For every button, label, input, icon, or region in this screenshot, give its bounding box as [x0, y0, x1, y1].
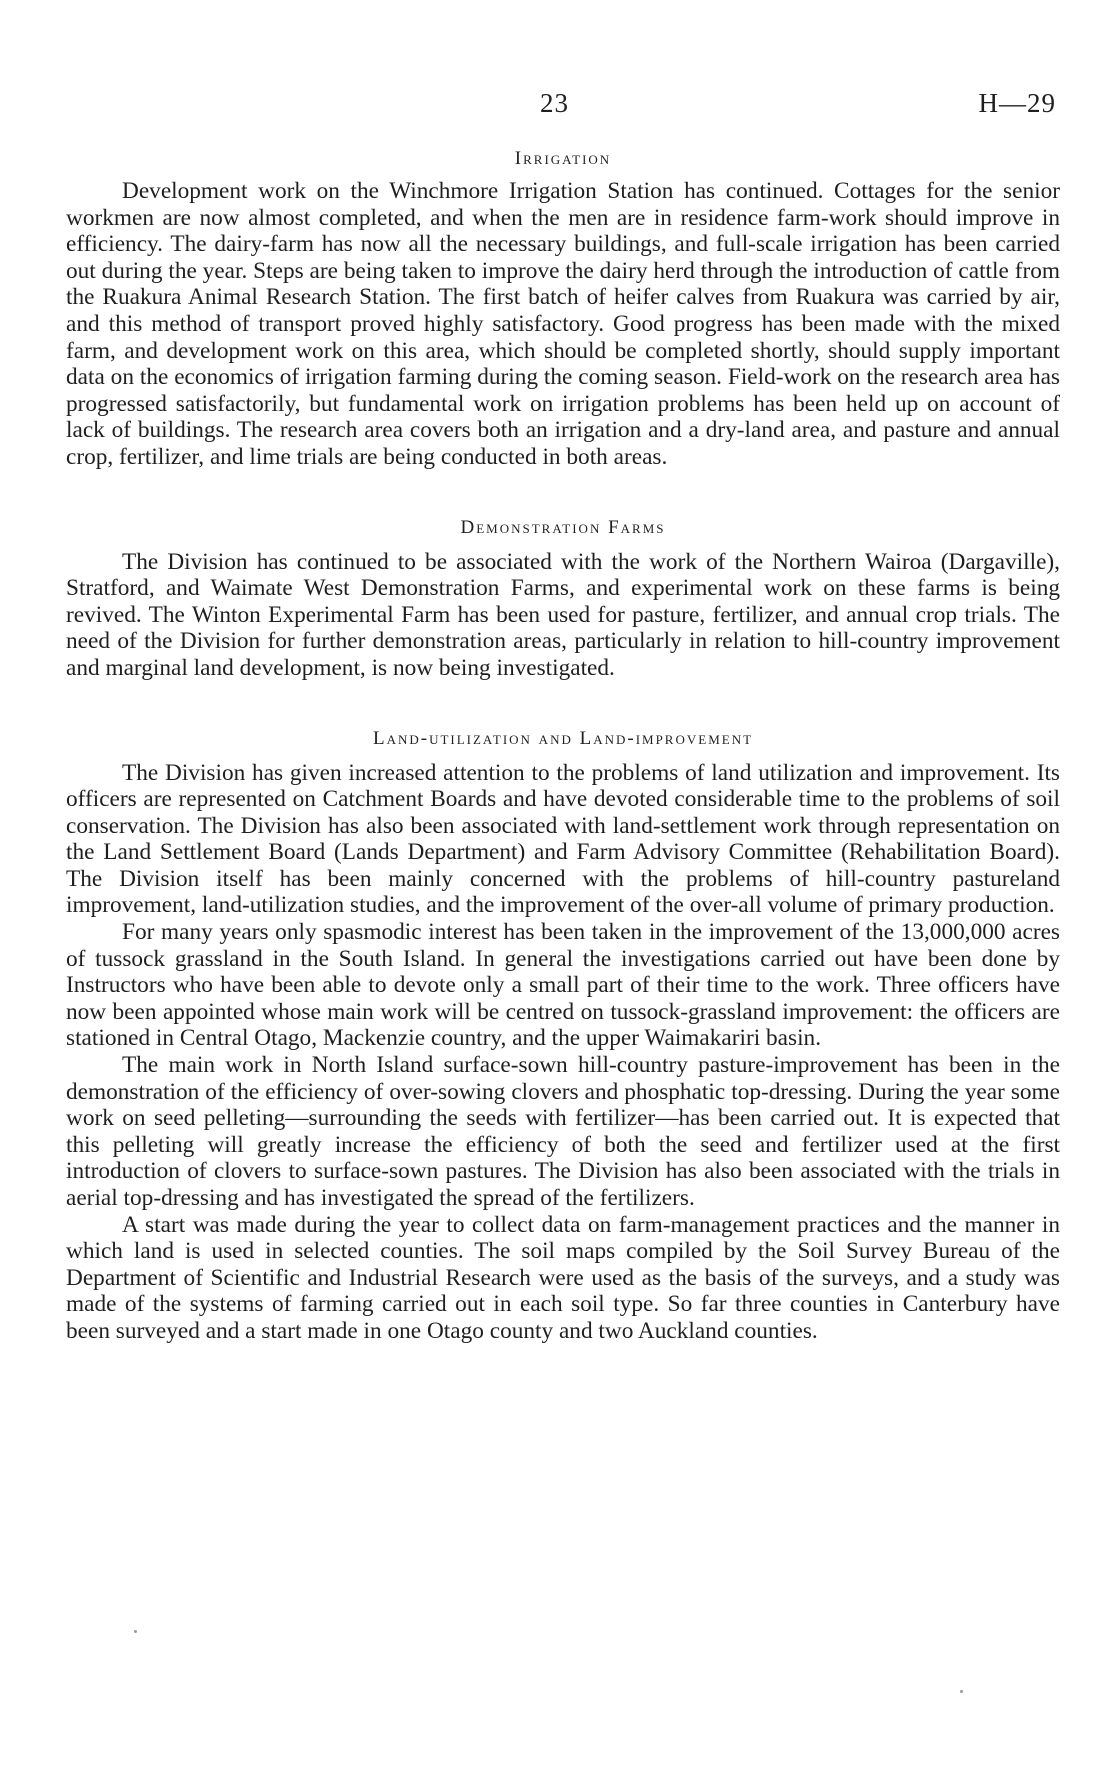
page-number: 23 — [540, 88, 569, 118]
paragraph: The Division has continued to be associated with the work of the Northern Wairoa (Dargaville), Stratford, and Waimate West Demonstration Farms, and experimental work on these farms is being revived. The Winton Experimental Farm has been used for pasture, fertilizer, and annual crop trials. The need of the Division for further demonstration areas, particularly in relation to hill-country improvement and marginal land development, is now being investigated. — [66, 548, 1060, 681]
page-header — [0, 88, 1114, 128]
section-heading: Demonstration Farms — [460, 516, 666, 538]
section-demonstration-farms — [66, 517, 1060, 682]
section-heading: Irrigation — [514, 148, 612, 169]
paper-speck — [134, 1630, 137, 1633]
section-irrigation — [66, 148, 1060, 471]
section-land-utilization — [66, 728, 1060, 1345]
paragraph: Development work on the Winchmore Irrigation Station has continued. Cottages for the senior workmen are now almost completed, and when the men are in residence farm-work should improve in efficiency. The dairy-farm has now all the necessary buildings, and full-scale irrigation has been carried out during the year. Steps are being taken to improve the dairy herd through the introduction of cattle from the Ruakura Animal Research Station. The first batch of heifer calves from Ruakura was carried by air, and this method of transport proved highly satisfactory. Good progress has been made with the mixed farm, and development work on this area, which should be completed shortly, should supply important data on the economics of irrigation farming during the coming season. Field-work on the research area has progressed satisfactorily, but fundamental work on irrigation problems has been held up on account of lack of buildings. The research area covers both an irrigation and a dry-land area, and pasture and annual crop, fertilizer, and lime trials are being conducted in both areas. — [66, 178, 1060, 470]
paper-speck — [960, 1690, 963, 1693]
paragraph: A start was made during the year to collect data on farm-management practices and the manner in which land is used in selected counties. The soil maps compiled by the Soil Survey Bureau of the Department of Scientific and Industrial Research were used as the basis of the surveys, and a study was made of the systems of farming carried out in each soil type. So far three counties in Canterbury have been surveyed and a start made in one Otago county and two Auckland counties. — [66, 1211, 1060, 1344]
document-code: H—29 — [978, 88, 1056, 118]
paragraph: The main work in North Island surface-sown hill-country pasture-improvement has been in the demonstration of the efficiency of over-sowing clovers and phosphatic top-dressing. During the year some work on seed pelleting—surrounding the seeds with fertilizer—has been carried out. It is expected that this pelleting will greatly increase the efficiency of both the seed and fertilizer used at the first introduction of clovers to surface-sown pastures. The Division has also been associated with the trials in aerial top-dressing and has investigated the spread of the fertilizers. — [66, 1052, 1060, 1211]
section-heading: Land-utilization and Land-improvement — [372, 727, 754, 749]
page-body — [66, 148, 1060, 1345]
paragraph: The Division has given increased attention to the problems of land utilization and improvement. Its officers are represented on Catchment Boards and have devoted considerable time to the problems of soil conservation. The Division has also been associated with land-settlement work through representation on the Land Settlement Board (Lands Department) and Farm Advisory Committee (Rehabilitation Board). The Division itself has been mainly concerned with the problems of hill-country pastureland improvement, land-utilization studies, and the improvement of the over-all volume of primary production. — [66, 759, 1060, 919]
paragraph: For many years only spasmodic interest has been taken in the improvement of the 13,000,000 acres of tussock grassland in the South Island. In general the investigations carried out have been done by Instructors who have been able to devote only a small part of their time to the work. Three officers have now been appointed whose main work will be centred on tussock-grassland improvement: the officers are stationed in Central Otago, Mackenzie country, and the upper Waimakariri basin. — [66, 919, 1060, 1052]
